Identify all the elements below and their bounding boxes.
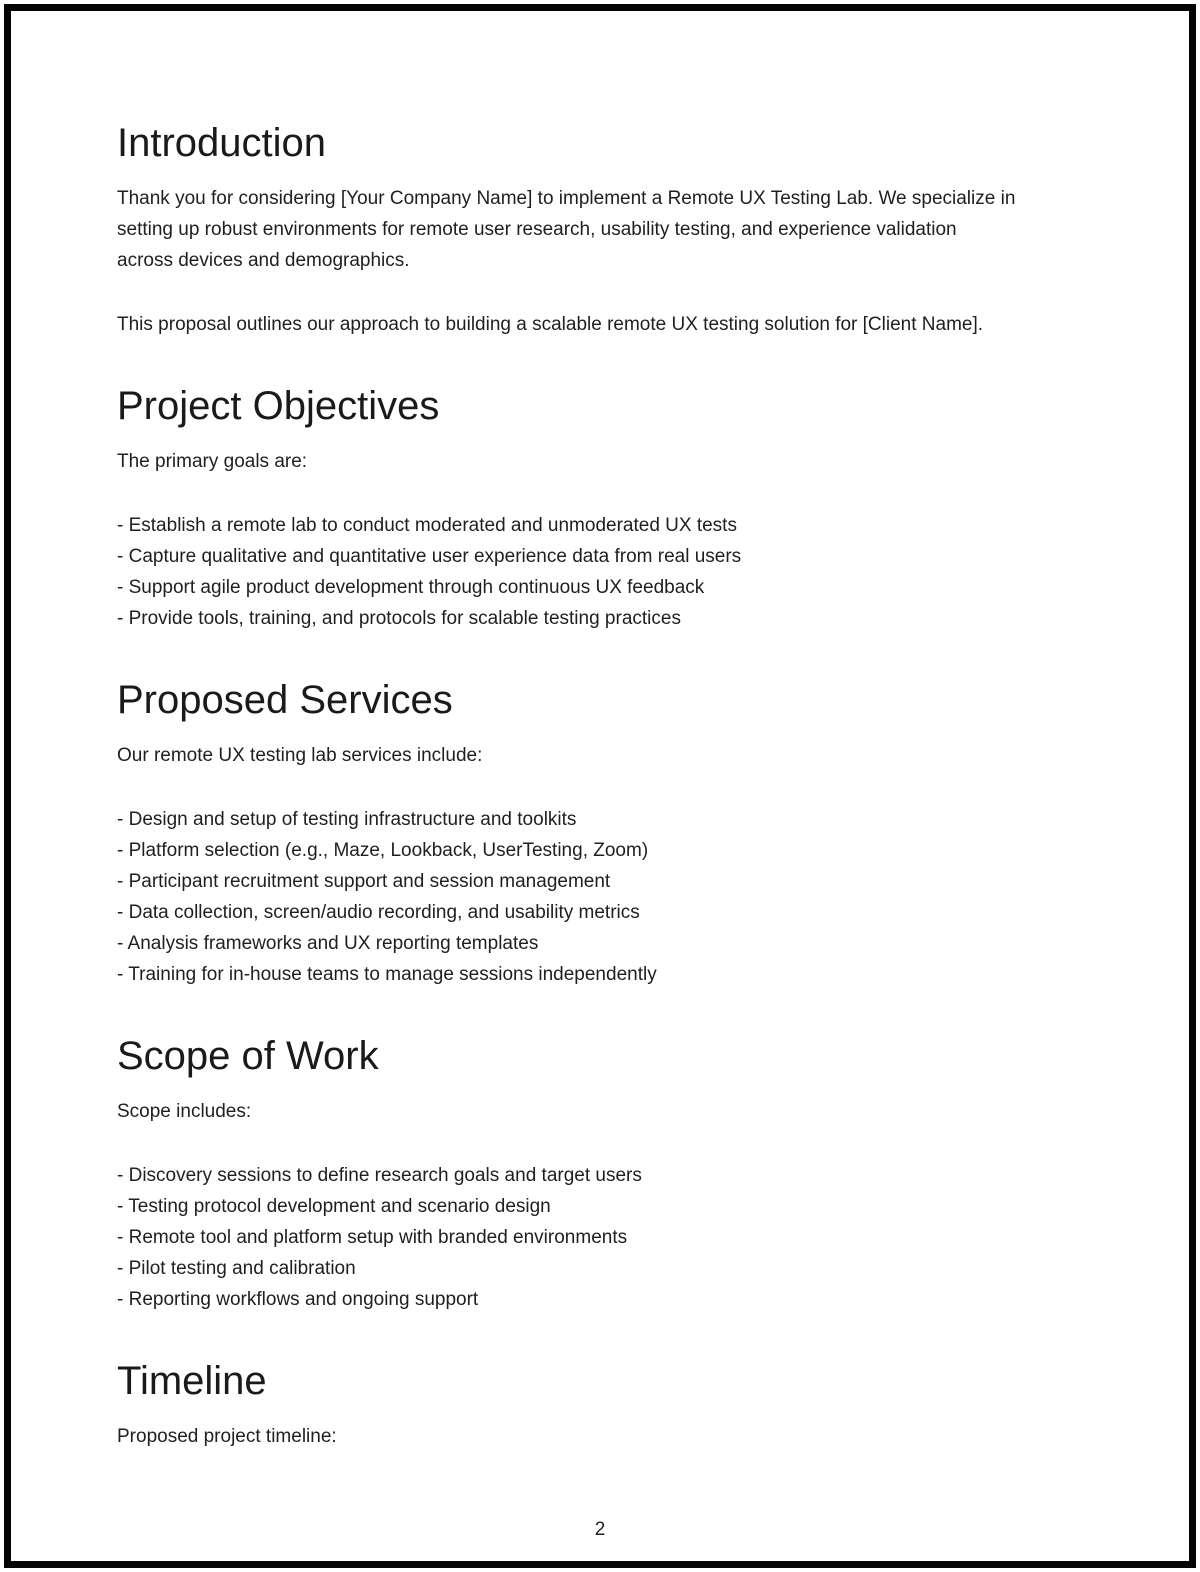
lead-in-paragraph: The primary goals are:	[117, 451, 308, 472]
list-item: - Reporting workflows and ongoing support	[117, 1289, 479, 1310]
paragraph: Thank you for considering [Your Company Name] to implement a Remote UX Testing Lab. We specialize in setting up robust environments for remote user research, usability testing, and experience validation across devices and demographics.	[117, 188, 1016, 271]
list-item: - Provide tools, training, and protocols for scalable testing practices	[117, 608, 681, 629]
bullet-list	[117, 510, 1017, 634]
section-heading: Introduction	[117, 121, 327, 165]
list-item: - Participant recruitment support and session management	[117, 871, 611, 892]
section-timeline	[117, 1357, 1017, 1452]
document-body	[11, 11, 1017, 1494]
list-item: - Discovery sessions to define research goals and target users	[117, 1165, 642, 1186]
bullet-list	[117, 1160, 1017, 1315]
section-project-objectives	[117, 382, 1017, 634]
paragraph: This proposal outlines our approach to building a scalable remote UX testing solution for [Client Name].	[117, 314, 984, 335]
section-heading: Scope of Work	[117, 1034, 379, 1078]
list-item: - Analysis frameworks and UX reporting templates	[117, 933, 539, 954]
section-scope-of-work	[117, 1032, 1017, 1315]
lead-in-paragraph: Our remote UX testing lab services include:	[117, 745, 483, 766]
page-number: 2	[594, 1519, 606, 1540]
list-item: - Support agile product development through continuous UX feedback	[117, 577, 705, 598]
list-item: - Data collection, screen/audio recording, and usability metrics	[117, 902, 640, 923]
section-heading: Project Objectives	[117, 384, 440, 428]
list-item: - Pilot testing and calibration	[117, 1258, 356, 1279]
list-item: - Design and setup of testing infrastructure and toolkits	[117, 809, 577, 830]
list-item: - Capture qualitative and quantitative user experience data from real users	[117, 546, 742, 567]
section-heading: Proposed Services	[117, 678, 453, 722]
bullet-list	[117, 804, 1017, 990]
list-item: - Training for in-house teams to manage sessions independently	[117, 964, 657, 985]
section-heading: Timeline	[117, 1359, 267, 1403]
list-item: - Platform selection (e.g., Maze, Lookback, UserTesting, Zoom)	[117, 840, 649, 861]
section-introduction	[117, 119, 1017, 340]
lead-in-paragraph: Proposed project timeline:	[117, 1426, 337, 1447]
section-proposed-services	[117, 676, 1017, 990]
list-item: - Testing protocol development and scenario design	[117, 1196, 551, 1217]
document-page-border	[4, 4, 1196, 1568]
lead-in-paragraph: Scope includes:	[117, 1101, 252, 1122]
list-item: - Remote tool and platform setup with branded environments	[117, 1227, 628, 1248]
list-item: - Establish a remote lab to conduct moderated and unmoderated UX tests	[117, 515, 737, 536]
